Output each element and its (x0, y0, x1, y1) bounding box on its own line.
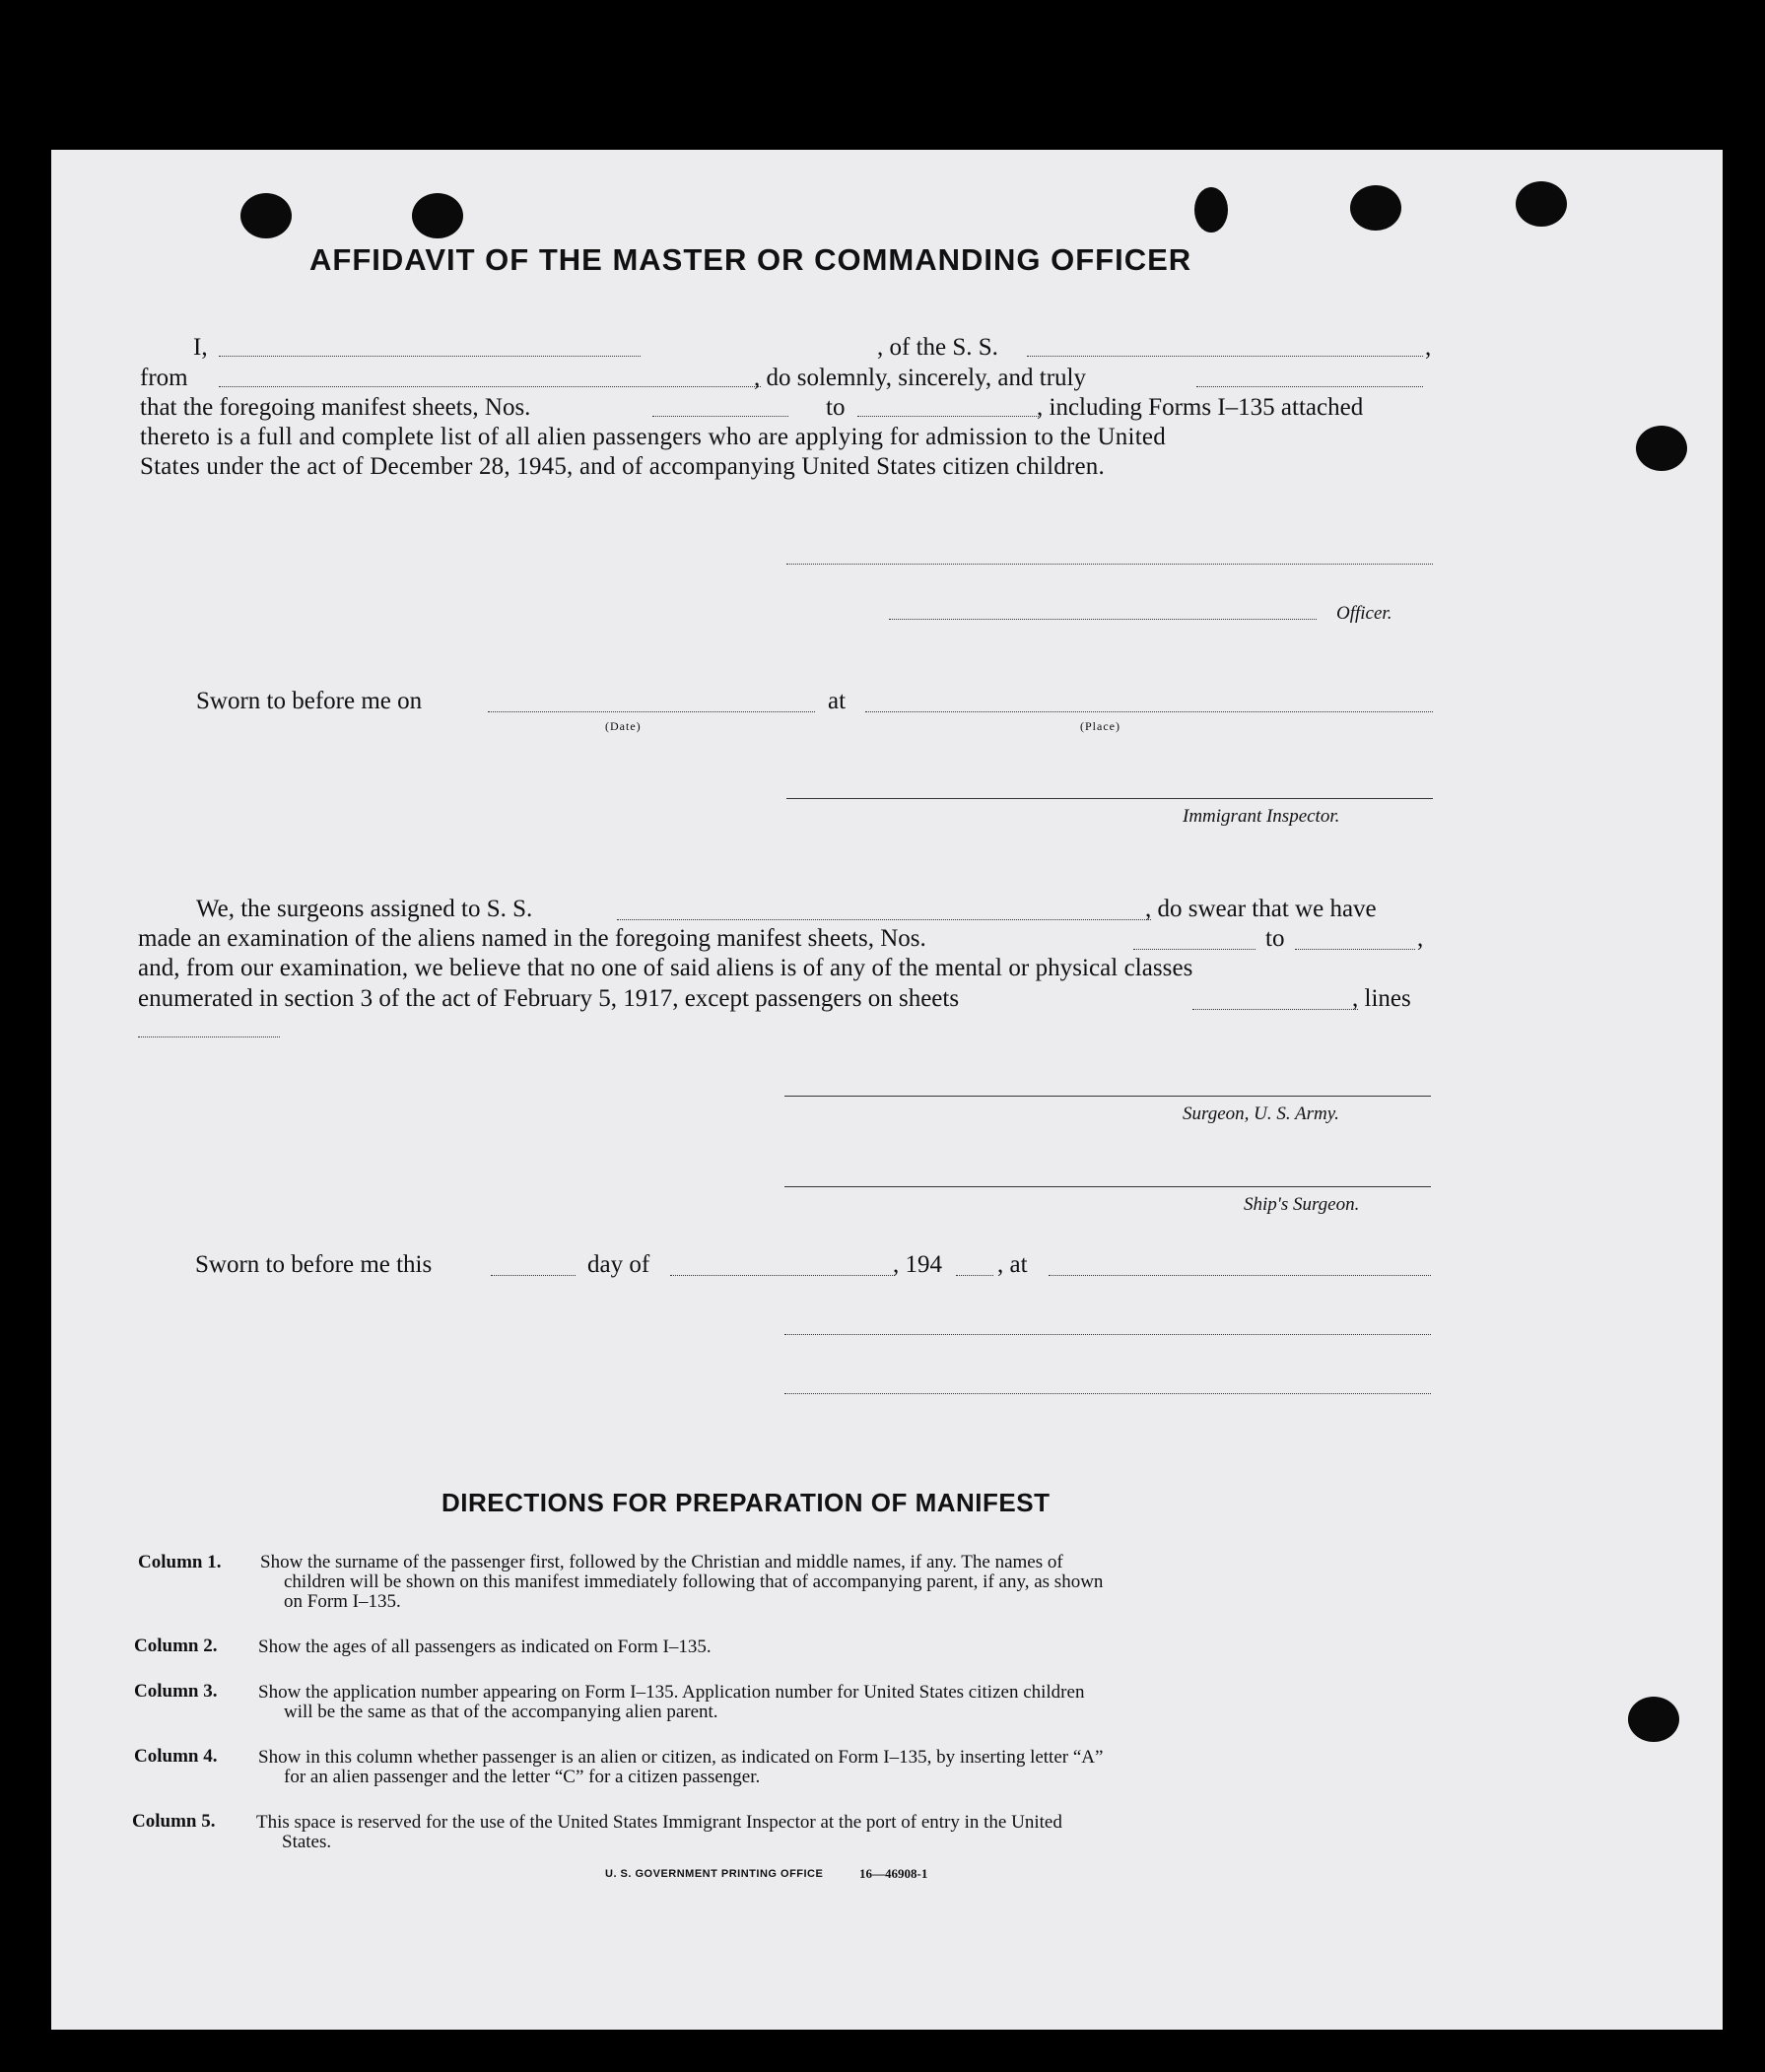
text-day-of: day of (587, 1251, 650, 1278)
column-1-text: on Form I–135. (284, 1591, 401, 1612)
text-section-3: enumerated in section 3 of the act of February 5, 1917, except passengers on sheets (138, 985, 960, 1012)
text-to: to (826, 394, 846, 421)
ships-surgeon-label: Ship's Surgeon. (1244, 1194, 1360, 1215)
inspector-signature-line[interactable] (786, 798, 1433, 799)
text-manifest-sheets: that the foregoing manifest sheets, Nos. (140, 394, 531, 421)
punch-hole (412, 193, 463, 238)
form-code: 16—46908-1 (859, 1866, 928, 1881)
sworn-date-field[interactable] (488, 711, 815, 712)
column-4-text: for an alien passenger and the letter “C” for a citizen passenger. (284, 1767, 761, 1787)
column-1-label: Column 1. (138, 1552, 222, 1572)
column-4-label: Column 4. (134, 1746, 218, 1767)
column-3-label: Column 3. (134, 1681, 218, 1702)
column-1-text: children will be shown on this manifest immediately following that of accompanying parent, if any, as shown (284, 1571, 1104, 1592)
ships-surgeon-signature-line[interactable] (784, 1186, 1431, 1187)
text-at-2: , at (997, 1251, 1028, 1278)
text-surgeons-assigned: We, the surgeons assigned to S. S. (196, 896, 533, 922)
officer-title-line[interactable] (889, 619, 1317, 620)
punch-hole (1194, 187, 1228, 233)
text-comma: , (1425, 334, 1432, 361)
text-to-2: to (1265, 925, 1285, 952)
column-5-label: Column 5. (132, 1811, 216, 1832)
sworn-place-field-2[interactable] (1049, 1275, 1431, 1276)
column-2-label: Column 2. (134, 1636, 218, 1656)
text-at: at (828, 688, 847, 714)
text-sworn-this: Sworn to before me this (195, 1251, 433, 1278)
column-5-text: States. (282, 1832, 332, 1852)
text-i: I, (193, 334, 208, 361)
except-lines-field[interactable] (138, 1036, 280, 1037)
directions-title: DIRECTIONS FOR PREPARATION OF MANIFEST (441, 1488, 1051, 1517)
except-sheets-field[interactable] (1192, 1009, 1358, 1010)
exam-sheets-to-field[interactable] (1295, 949, 1415, 950)
exam-sheets-from-field[interactable] (1133, 949, 1256, 950)
column-1-text: Show the surname of the passenger first, followed by the Christian and middle names, if any. The names of (260, 1552, 1063, 1572)
text-comma-2: , (1417, 925, 1424, 952)
truly-field[interactable] (1196, 386, 1423, 387)
column-2-text: Show the ages of all passengers as indicated on Form I–135. (258, 1637, 712, 1657)
text-of-ss: , of the S. S. (877, 334, 998, 361)
place-caption: (Place) (1080, 719, 1120, 733)
text-do-swear: , do swear that we have (1145, 896, 1377, 922)
master-signature-line[interactable] (786, 564, 1433, 565)
army-surgeon-label: Surgeon, U. S. Army. (1183, 1103, 1339, 1124)
punch-hole (1350, 185, 1401, 231)
sheets-to-field[interactable] (857, 416, 1041, 417)
text-including-forms: , including Forms I–135 attached (1037, 394, 1364, 421)
punch-hole (240, 193, 292, 238)
printer-imprint: U. S. GOVERNMENT PRINTING OFFICE (605, 1868, 824, 1880)
sworn-place-field[interactable] (865, 711, 1433, 712)
from-port-field[interactable] (219, 386, 761, 387)
signature-line-b[interactable] (784, 1393, 1431, 1394)
year-digit-field[interactable] (956, 1275, 993, 1276)
column-4-text: Show in this column whether passenger is an alien or citizen, as indicated on Form I–135, by inserting letter “A” (258, 1747, 1104, 1768)
ship-name-field[interactable] (1027, 356, 1423, 357)
text-full-list: thereto is a full and complete list of all alien passengers who are applying for admission to the United (140, 424, 1167, 450)
affidavit-title: AFFIDAVIT OF THE MASTER OR COMMANDING OFFICER (309, 242, 1192, 277)
text-mental-classes: and, from our examination, we believe that no one of said aliens is of any of the mental or physical classes (138, 955, 1193, 981)
officer-label: Officer. (1336, 603, 1392, 624)
column-3-text: Show the application number appearing on Form I–135. Application number for United States citizen children (258, 1682, 1085, 1703)
text-year: , 194 (893, 1251, 942, 1278)
day-field[interactable] (491, 1275, 576, 1276)
punch-hole (1516, 181, 1567, 227)
text-examination: made an examination of the aliens named in the foregoing manifest sheets, Nos. (138, 925, 926, 952)
punch-hole (1628, 1697, 1679, 1742)
army-surgeon-signature-line[interactable] (784, 1096, 1431, 1097)
column-5-text: This space is reserved for the use of the United States Immigrant Inspector at the port of entry in the United (256, 1812, 1062, 1833)
text-from: from (140, 365, 188, 391)
master-name-field[interactable] (219, 356, 641, 357)
sheets-from-field[interactable] (652, 416, 788, 417)
text-act-1945: States under the act of December 28, 1945, and of accompanying United States citizen children. (140, 453, 1105, 480)
column-3-text: will be the same as that of the accompanying alien parent. (284, 1702, 718, 1722)
text-sworn-on: Sworn to before me on (196, 688, 423, 714)
inspector-label: Immigrant Inspector. (1183, 806, 1340, 827)
form-sheet (51, 150, 1723, 2030)
month-field[interactable] (670, 1275, 895, 1276)
surgeons-ship-field[interactable] (617, 919, 1151, 920)
punch-hole (1636, 426, 1687, 471)
signature-line-a[interactable] (784, 1334, 1431, 1335)
text-swear: , do solemnly, sincerely, and truly (754, 365, 1086, 391)
text-lines: , lines (1352, 985, 1411, 1012)
date-caption: (Date) (605, 719, 642, 733)
